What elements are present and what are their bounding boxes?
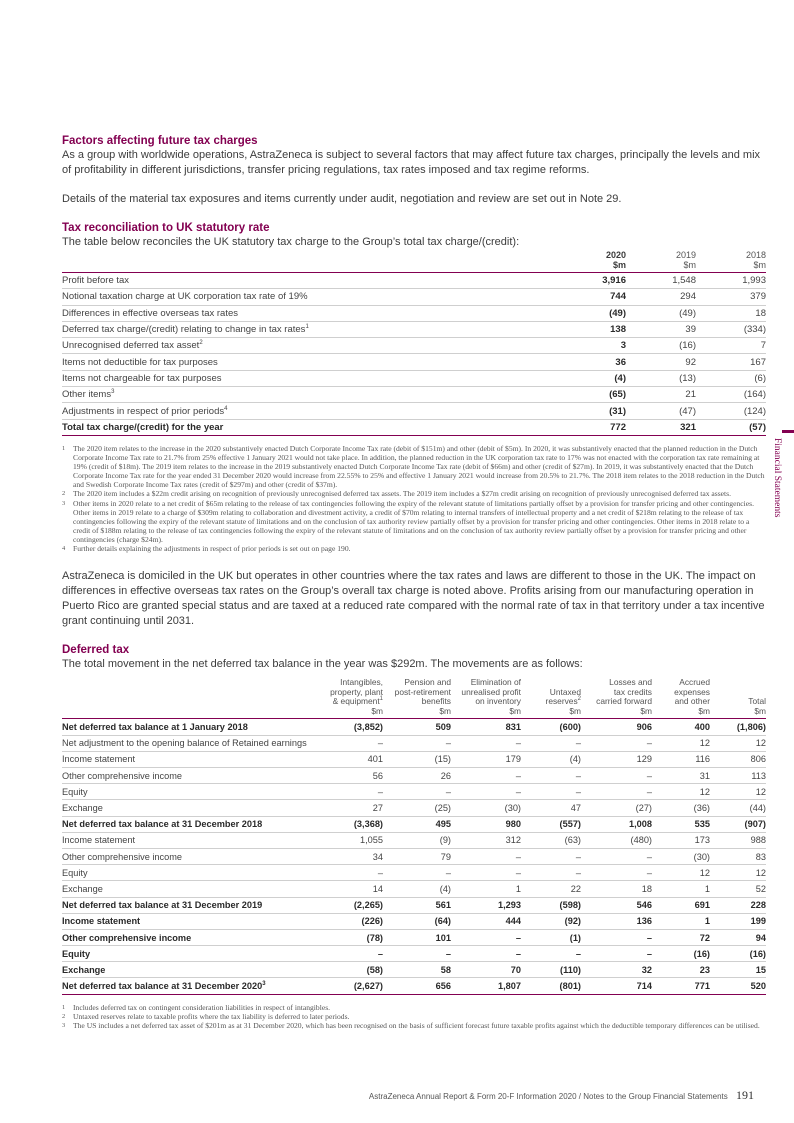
cell-value: 94	[710, 929, 766, 945]
cell-value: –	[581, 865, 652, 881]
cell-value: 771	[652, 978, 710, 994]
footnote-number: 3	[62, 499, 66, 507]
footnote	[62, 1021, 766, 1030]
deferred-column-header: Total $m	[710, 678, 766, 719]
cell-2020: (31)	[551, 403, 626, 419]
table-row	[62, 929, 766, 945]
row-label: Exchange	[62, 881, 315, 897]
row-label: Equity	[62, 946, 315, 962]
table-row	[62, 768, 766, 784]
cell-value: 535	[652, 816, 710, 832]
cell-value: 546	[581, 897, 652, 913]
cell-2018: 18	[696, 305, 766, 321]
cell-value: (2,265)	[315, 897, 383, 913]
cell-value: 199	[710, 913, 766, 929]
row-label: Income statement	[62, 913, 315, 929]
cell-2018: 379	[696, 289, 766, 305]
cell-2019: (47)	[626, 403, 696, 419]
row-label: Other comprehensive income	[62, 848, 315, 864]
cell-value: –	[521, 946, 581, 962]
deferred-tax-intro: The total movement in the net deferred tax balance in the year was $292m. The movements are as follows:	[62, 658, 583, 671]
table-row	[62, 865, 766, 881]
cell-value: 988	[710, 832, 766, 848]
table-row	[62, 370, 766, 386]
cell-value: (4)	[521, 751, 581, 767]
cell-value: (58)	[315, 962, 383, 978]
cell-value: 70	[451, 962, 521, 978]
cell-value: –	[315, 784, 383, 800]
cell-value: 116	[652, 751, 710, 767]
cell-value: (36)	[652, 800, 710, 816]
footnote-text: Untaxed reserves relate to taxable profits where the tax liability is deferred to later periods.	[73, 1011, 350, 1021]
cell-value: –	[521, 848, 581, 864]
row-label: Net adjustment to the opening balance of Retained earnings	[62, 735, 315, 751]
footnote-text: The US includes a net deferred tax asset of $201m as at 31 December 2020, which has been recognised on the basis of sufficient forecast future taxable profits against which the deductible temporary differences can be utilised.	[73, 1020, 760, 1030]
factors-details-paragraph: Details of the material tax exposures and items currently under audit, negotiation and review are set out in Note 29.	[62, 193, 622, 205]
cell-value: 1	[451, 881, 521, 897]
row-label: Exchange	[62, 800, 315, 816]
footnote	[62, 499, 766, 544]
cell-value: 656	[383, 978, 451, 994]
cell-value: 23	[652, 962, 710, 978]
cell-value: (63)	[521, 832, 581, 848]
cell-value: –	[451, 865, 521, 881]
row-label: Net deferred tax balance at 31 December 2019	[62, 897, 315, 913]
cell-value: 83	[710, 848, 766, 864]
total-2020: 772	[551, 419, 626, 435]
cell-value: (598)	[521, 897, 581, 913]
row-label: Income statement	[62, 751, 315, 767]
row-label: Differences in effective overseas tax rates	[62, 305, 551, 321]
cell-value: –	[581, 735, 652, 751]
footnote-number: 1	[62, 444, 66, 452]
cell-value: (907)	[710, 816, 766, 832]
cell-2019: 92	[626, 354, 696, 370]
cell-value: 58	[383, 962, 451, 978]
cell-value: –	[581, 784, 652, 800]
table-row	[62, 735, 766, 751]
cell-2019: 294	[626, 289, 696, 305]
cell-2019: (16)	[626, 338, 696, 354]
cell-value: 12	[710, 865, 766, 881]
row-label: Other comprehensive income	[62, 929, 315, 945]
cell-value: 12	[710, 784, 766, 800]
footnote	[62, 1012, 766, 1021]
page-content	[62, 134, 766, 1030]
table-row	[62, 719, 766, 735]
deferred-column-header: Untaxed reserves$^2$ $m	[521, 678, 581, 719]
cell-2020: 36	[551, 354, 626, 370]
cell-value: 34	[315, 848, 383, 864]
cell-value: 101	[383, 929, 451, 945]
reconciliation-header-row	[62, 250, 766, 273]
deferred-tax-table	[62, 678, 766, 995]
cell-value: (1)	[521, 929, 581, 945]
cell-value: (3,368)	[315, 816, 383, 832]
cell-value: 1,008	[581, 816, 652, 832]
row-label: Items not chargeable for tax purposes	[62, 370, 551, 386]
row-label: Deferred tax charge/(credit) relating to change in tax rates$^1$	[62, 321, 551, 337]
cell-2018: (164)	[696, 387, 766, 403]
cell-value: –	[581, 848, 652, 864]
table-row	[62, 273, 766, 289]
footnote	[62, 489, 766, 498]
deferred-tax-header-row	[62, 678, 766, 719]
cell-value: 27	[315, 800, 383, 816]
cell-2019: 21	[626, 387, 696, 403]
table-row	[62, 816, 766, 832]
reconciliation-intro: The table below reconciles the UK statutory tax charge to the Group’s total tax charge/(credit):	[62, 236, 520, 248]
total-label: Total tax charge/(credit) for the year	[62, 419, 551, 435]
cell-value: –	[315, 735, 383, 751]
cell-value: –	[521, 784, 581, 800]
cell-2020: (49)	[551, 305, 626, 321]
cell-2020: 3,916	[551, 273, 626, 289]
cell-value: –	[315, 946, 383, 962]
footnote-number: 1	[62, 1003, 66, 1011]
column-header-2019: 2019 $m	[626, 250, 696, 273]
table-row	[62, 848, 766, 864]
section-heading-deferred-tax: Deferred tax	[62, 644, 130, 657]
cell-value: 15	[710, 962, 766, 978]
cell-value: (44)	[710, 800, 766, 816]
cell-value: 12	[710, 735, 766, 751]
cell-2019: 39	[626, 321, 696, 337]
cell-value: –	[451, 848, 521, 864]
footnote-text: Includes deferred tax on contingent consideration liabilities in respect of intangibles.	[73, 1002, 331, 1012]
cell-value: (2,627)	[315, 978, 383, 994]
side-section-label: Financial Statements	[772, 438, 782, 518]
page-footer	[369, 1088, 754, 1103]
row-label: Equity	[62, 784, 315, 800]
row-label: Unrecognised deferred tax asset$^2$	[62, 338, 551, 354]
footnote-number: 3	[62, 1021, 66, 1029]
deferred-column-header: Accrued expenses and other $m	[652, 678, 710, 719]
cell-value: 56	[315, 768, 383, 784]
cell-2019: (13)	[626, 370, 696, 386]
cell-value: (16)	[710, 946, 766, 962]
column-header-2020: 2020 $m	[551, 250, 626, 273]
cell-value: 1	[652, 881, 710, 897]
cell-value: 31	[652, 768, 710, 784]
table-row	[62, 897, 766, 913]
column-header-2018: 2018 $m	[696, 250, 766, 273]
side-accent-bar	[782, 430, 794, 433]
cell-value: 136	[581, 913, 652, 929]
cell-value: (557)	[521, 816, 581, 832]
row-label: Equity	[62, 865, 315, 881]
row-label: Profit before tax	[62, 273, 551, 289]
cell-value: 26	[383, 768, 451, 784]
cell-value: 495	[383, 816, 451, 832]
table-row	[62, 832, 766, 848]
cell-2018: (124)	[696, 403, 766, 419]
cell-value: (16)	[652, 946, 710, 962]
table-row	[62, 784, 766, 800]
cell-value: 401	[315, 751, 383, 767]
table-row	[62, 751, 766, 767]
cell-value: (3,852)	[315, 719, 383, 735]
row-label: Other items$^3$	[62, 387, 551, 403]
cell-2020: 744	[551, 289, 626, 305]
cell-value: –	[581, 929, 652, 945]
cell-value: –	[451, 768, 521, 784]
cell-value: 79	[383, 848, 451, 864]
table-row	[62, 403, 766, 419]
cell-value: 444	[451, 913, 521, 929]
footer-text: AstraZeneca Annual Report & Form 20-F Information 2020 / Notes to the Group Financial Statements	[368, 1092, 728, 1101]
cell-value: (4)	[383, 881, 451, 897]
cell-value: (25)	[383, 800, 451, 816]
cell-value: 1	[652, 913, 710, 929]
cell-value: 12	[652, 865, 710, 881]
total-2019: 321	[626, 419, 696, 435]
cell-value: –	[581, 768, 652, 784]
table-row	[62, 881, 766, 897]
table-row	[62, 946, 766, 962]
table-row	[62, 289, 766, 305]
cell-value: 714	[581, 978, 652, 994]
cell-value: 806	[710, 751, 766, 767]
footnote-text: The 2020 item includes a $22m credit arising on recognition of previously unrecognised deferred tax assets. The 2019 item includes a $27m credit arising on recognition of previously unrecognised deferred tax assets.	[73, 489, 732, 499]
row-label: Exchange	[62, 962, 315, 978]
cell-value: 509	[383, 719, 451, 735]
cell-2020: 138	[551, 321, 626, 337]
cell-2020: 3	[551, 338, 626, 354]
cell-value: (9)	[383, 832, 451, 848]
section-heading-factors: Factors affecting future tax charges	[62, 135, 258, 147]
cell-value: 400	[652, 719, 710, 735]
cell-value: (30)	[451, 800, 521, 816]
table-row	[62, 338, 766, 354]
total-2018: (57)	[696, 419, 766, 435]
deferred-column-header: Intangibles, property, plant & equipment$^1$ $m	[315, 678, 383, 719]
row-label: Other comprehensive income	[62, 768, 315, 784]
footnote-number: 2	[62, 490, 66, 498]
cell-value: 831	[451, 719, 521, 735]
table-row	[62, 387, 766, 403]
deferred-column-header: Pension and post-retirement benefits $m	[383, 678, 451, 719]
table-row	[62, 962, 766, 978]
cell-value: 18	[581, 881, 652, 897]
cell-value: (1,806)	[710, 719, 766, 735]
table-row	[62, 321, 766, 337]
cell-value: 179	[451, 751, 521, 767]
cell-value: 72	[652, 929, 710, 945]
footnote	[62, 444, 766, 489]
cell-value: 173	[652, 832, 710, 848]
cell-value: 520	[710, 978, 766, 994]
row-label: Net deferred tax balance at 1 January 2018	[62, 719, 315, 735]
cell-value: 691	[652, 897, 710, 913]
cell-value: 47	[521, 800, 581, 816]
cell-value: –	[383, 735, 451, 751]
reconciliation-footnotes	[62, 444, 766, 553]
row-label: Net deferred tax balance at 31 December 2018	[62, 816, 315, 832]
cell-value: (600)	[521, 719, 581, 735]
cell-value: –	[451, 784, 521, 800]
cell-value: (64)	[383, 913, 451, 929]
cell-2018: 167	[696, 354, 766, 370]
deferred-tax-footnotes	[62, 1003, 766, 1030]
footnote-text: Other items in 2020 relate to a net credit of $65m relating to the release of tax contingencies following the expiry of the relevant statute of limitations partially offset by a provision for transfer pricing and other contingencies. Other items in 2019 relate to a charge of $309m relating to collaboration and divestment activity, a credit of $70m relating to internal transfers of intellectual property and a net credit of $218m relating to the release of tax contingencies following the expiry of the relevant statute of limitations and on the conclusion of tax authority review partially offset by a provision for transfer pricing and other contingencies. Other items in 2018 relate to a credit of $188m relating to the release of tax contingencies following the expiry of the relevant statute of limitations and on the conclusion of tax authority review partially offset by a provision for transfer pricing and other contingencies (charge $24m).	[73, 498, 754, 544]
domicile-paragraph: AstraZeneca is domiciled in the UK but operates in other countries where the tax rates and laws are different to those in the UK. The impact on differences in effective overseas tax rates on the Group’s overall tax charge is noted above. Profits arising from our manufacturing operation in Puerto Rico are granted special status and are taxed at a reduced rate compared with the normal rate of tax in that territory under a tax incentive grant continuing until 2031.	[62, 570, 765, 628]
cell-value: –	[383, 784, 451, 800]
deferred-column-header: Losses and tax credits carried forward $m	[581, 678, 652, 719]
factors-paragraph: As a group with worldwide operations, AstraZeneca is subject to several factors that may affect future tax charges, principally the levels and mix of profitability in different jurisdictions, transfer pricing regulations, tax rates imposed and tax regime reforms.	[62, 149, 761, 176]
footnote-text: The 2020 item relates to the increase in the 2020 substantively enacted Dutch Corporate Income Tax rate (debit of $151m) and other (debit of $5m). In 2020, it was substantively enacted that the planned reduction in the Dutch Corporate Income Tax rate to 21.7% from 25% effective 1 January 2021 would not take place. In addition, the planned reduction in the UK corporation tax rate to 17% was not enacted with the corporation tax rate remaining at 19% (credit of $18m). The 2019 item relates to the increase in the 2019 substantively enacted Dutch Corporate Income Tax rate (debit of $66m) and other (credit of $27m). In 2019, it was substantively enacted that the Dutch Corporate Income Tax rate for the year ended 31 December 2020 would increase from 22.55% to 25% and effective 1 January 2021 would increase from 20.5% to 21.7%. The 2018 item relates to the 2018 reduction in the Dutch and Swedish Corporate Income Tax rates (credit of $297m) and other (credit of $37m).	[73, 443, 765, 490]
cell-2018: 1,993	[696, 273, 766, 289]
cell-value: 906	[581, 719, 652, 735]
cell-value: –	[451, 735, 521, 751]
cell-value: –	[521, 865, 581, 881]
cell-2018: (6)	[696, 370, 766, 386]
cell-value: (92)	[521, 913, 581, 929]
cell-value: (15)	[383, 751, 451, 767]
cell-value: 12	[652, 735, 710, 751]
cell-value: (801)	[521, 978, 581, 994]
section-heading-reconciliation: Tax reconciliation to UK statutory rate	[62, 222, 270, 234]
deferred-column-header: Elimination of unrealised profit on inventory $m	[451, 678, 521, 719]
cell-value: (78)	[315, 929, 383, 945]
cell-value: 980	[451, 816, 521, 832]
tax-reconciliation-table	[62, 250, 766, 436]
cell-value: –	[581, 946, 652, 962]
cell-value: –	[521, 735, 581, 751]
row-label: Notional taxation charge at UK corporation tax rate of 19%	[62, 289, 551, 305]
cell-value: (30)	[652, 848, 710, 864]
cell-value: 1,055	[315, 832, 383, 848]
cell-value: 113	[710, 768, 766, 784]
cell-2020: (65)	[551, 387, 626, 403]
cell-value: 561	[383, 897, 451, 913]
cell-value: –	[383, 865, 451, 881]
cell-value: (480)	[581, 832, 652, 848]
cell-value: 1,807	[451, 978, 521, 994]
row-label: Net deferred tax balance at 31 December 2020$^3$	[62, 978, 315, 994]
row-label: Income statement	[62, 832, 315, 848]
table-row	[62, 305, 766, 321]
cell-value: –	[383, 946, 451, 962]
footnote	[62, 1003, 766, 1012]
cell-value: 14	[315, 881, 383, 897]
cell-value: –	[521, 768, 581, 784]
table-row	[62, 913, 766, 929]
cell-value: 1,293	[451, 897, 521, 913]
table-row	[62, 800, 766, 816]
row-label: Items not deductible for tax purposes	[62, 354, 551, 370]
row-label: Adjustments in respect of prior periods$^4$	[62, 403, 551, 419]
cell-value: (226)	[315, 913, 383, 929]
footnote	[62, 544, 766, 553]
reconciliation-body	[62, 273, 766, 436]
cell-value: 228	[710, 897, 766, 913]
cell-2018: 7	[696, 338, 766, 354]
page-number: 191	[736, 1088, 754, 1102]
cell-2019: 1,548	[626, 273, 696, 289]
cell-value: –	[315, 865, 383, 881]
cell-value: 32	[581, 962, 652, 978]
footnote-number: 4	[62, 545, 66, 552]
footnote-text: Further details explaining the adjustments in respect of prior periods is set out on page 190.	[73, 544, 351, 553]
cell-value: (110)	[521, 962, 581, 978]
cell-2020: (4)	[551, 370, 626, 386]
cell-value: –	[451, 946, 521, 962]
cell-value: –	[451, 929, 521, 945]
deferred-tax-body	[62, 719, 766, 994]
table-row	[62, 354, 766, 370]
cell-value: 22	[521, 881, 581, 897]
cell-value: 52	[710, 881, 766, 897]
cell-value: 12	[652, 784, 710, 800]
cell-value: (27)	[581, 800, 652, 816]
total-row	[62, 419, 766, 435]
cell-2019: (49)	[626, 305, 696, 321]
cell-value: 129	[581, 751, 652, 767]
table-row	[62, 978, 766, 994]
cell-2018: (334)	[696, 321, 766, 337]
footnote-number: 2	[62, 1012, 66, 1020]
cell-value: 312	[451, 832, 521, 848]
